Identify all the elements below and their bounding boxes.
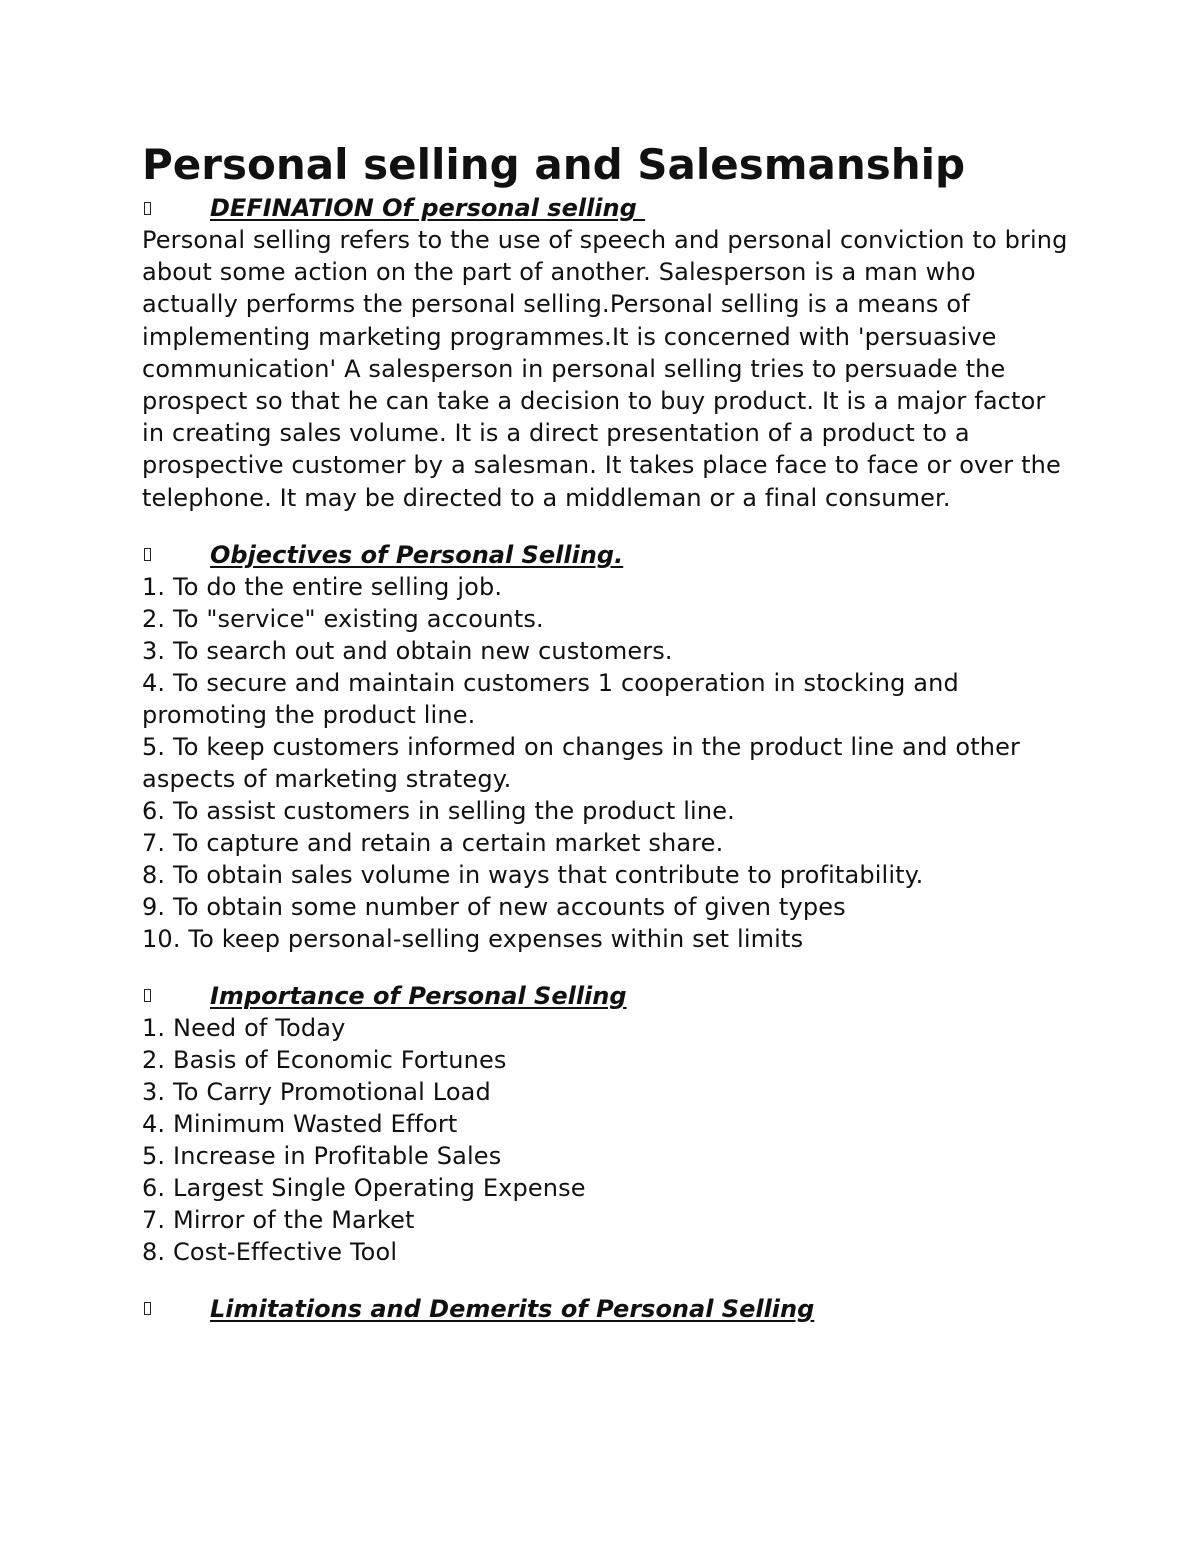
document-title: Personal selling and Salesmanship	[142, 140, 966, 189]
list-item: 4. To secure and maintain customers 1 cooperation in stocking and promoting the product line.	[142, 668, 959, 729]
list-item: 8. To obtain sales volume in ways that contribute to profitability.	[142, 860, 924, 889]
definition-paragraph: Personal selling refers to the use of speech and personal conviction to bring about some action on the part of another. Salesperson is a man who actually performs the personal selling.Personal selling is a means of implementing marketing programmes.It is concerned with 'persuasive communication' A salesperson in personal selling tries to persuade the prospect so that he can take a decision to buy product. It is a major factor in creating sales volume. It is a direct presentation of a product to a prospective customer by a salesman. It takes place face to face or over the telephone. It may be directed to a middleman or a final consumer.	[142, 226, 1068, 512]
list-item: 5. Increase in Profitable Sales	[142, 1141, 502, 1170]
list-item: 7. To capture and retain a certain market share.	[142, 828, 724, 857]
section-gap	[142, 955, 1072, 980]
missing-glyph-bullet-icon	[144, 1302, 151, 1315]
importance-list	[142, 1012, 1072, 1268]
missing-glyph-bullet-icon	[144, 548, 151, 561]
heading-text-definition: DEFINATION Of personal selling	[210, 194, 646, 222]
section-heading-objectives	[142, 539, 1072, 571]
heading-text-limitations: Limitations and Demerits of Personal Selling	[210, 1294, 815, 1323]
list-item: 8. Cost-Effective Tool	[142, 1237, 398, 1266]
section-heading-importance	[142, 980, 1072, 1012]
list-item: 10. To keep personal-selling expenses within set limits	[142, 924, 804, 953]
list-item: 2. To "service" existing accounts.	[142, 604, 544, 633]
section-heading-definition	[142, 192, 1072, 224]
list-item: 7. Mirror of the Market	[142, 1205, 415, 1234]
objectives-list	[142, 571, 1072, 955]
document-page	[142, 138, 1072, 1325]
section-gap	[142, 514, 1072, 539]
list-item: 1. To do the entire selling job.	[142, 572, 503, 601]
list-item: 1. Need of Today	[142, 1013, 346, 1042]
list-item: 3. To search out and obtain new customers.	[142, 636, 673, 665]
list-item: 9. To obtain some number of new accounts of given types	[142, 892, 846, 921]
list-item: 5. To keep customers informed on changes in the product line and other aspects of marketing strategy.	[142, 732, 1021, 793]
list-item: 6. Largest Single Operating Expense	[142, 1173, 586, 1202]
section-heading-limitations	[142, 1293, 1072, 1325]
heading-text-objectives: Objectives of Personal Selling.	[210, 540, 624, 569]
list-item: 2. Basis of Economic Fortunes	[142, 1045, 507, 1074]
heading-text-importance: Importance of Personal Selling	[210, 981, 627, 1010]
list-item: 4. Minimum Wasted Effort	[142, 1109, 458, 1138]
missing-glyph-bullet-icon	[144, 202, 151, 215]
list-item: 6. To assist customers in selling the product line.	[142, 796, 735, 825]
missing-glyph-bullet-icon	[144, 989, 151, 1002]
section-gap	[142, 1268, 1072, 1293]
list-item: 3. To Carry Promotional Load	[142, 1077, 491, 1106]
